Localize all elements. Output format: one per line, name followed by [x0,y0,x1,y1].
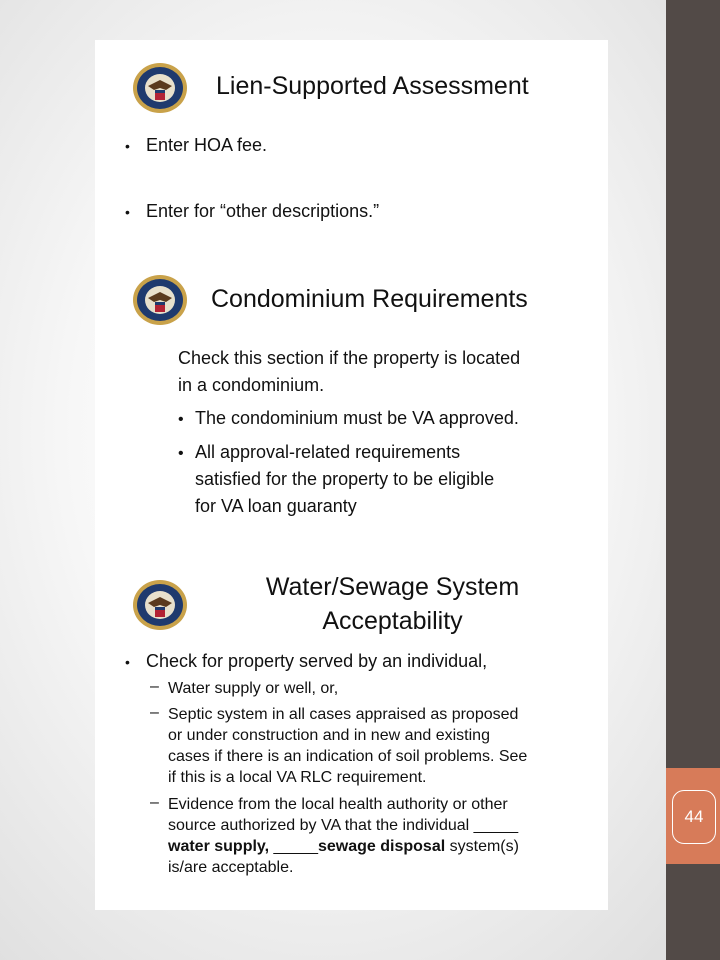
dash-icon: – [150,678,159,695]
water-dash1: Water supply or well, or, [168,680,339,697]
bullet-text: Enter HOA fee. [146,135,268,155]
system-text: system(s) [445,838,519,855]
condo-intro-line2: in a condominium. [178,375,325,395]
water-dash2-line2: or under construction and in new and existing [168,727,490,744]
section-title-condo: Condominium Requirements [211,285,528,313]
bold-sewage-disposal: sewage disposal [318,838,446,855]
dash-icon: – [150,794,159,811]
water-dash2-line3: cases if there is an indication of soil problems. See [168,748,528,765]
water-dash2-line1: Septic system in all cases appraised as proposed [168,706,519,723]
dash-icon: – [150,704,159,721]
condo-bullet2-line2: satisfied for the property to be eligible [195,469,495,489]
water-dash3-line2: source authorized by VA that the individual _____ [168,817,519,834]
section-title-lien: Lien-Supported Assessment [216,72,529,100]
va-seal-icon [132,274,188,326]
section-title-water [235,570,550,638]
bullet-icon: • [125,204,130,220]
bold-water-supply: water supply, [168,838,270,855]
bullet-icon: • [178,445,184,462]
bullet-icon: • [178,411,184,428]
water-dash3-line1: Evidence from the local health authority or other [168,796,508,813]
page-number: 44 [672,790,716,844]
condo-bullet1: The condominium must be VA approved. [195,408,519,428]
water-bullet: Check for property served by an individual, [146,651,488,671]
bullet-text: Enter for “other descriptions.” [146,201,380,221]
condo-bullet2-line3: for VA loan guaranty [195,496,357,516]
va-seal-icon [132,579,188,631]
section-title-water-line2: Acceptability [322,607,463,635]
bullet-icon: • [125,654,130,670]
section-title-water-line1: Water/Sewage System [265,573,520,601]
condo-bullet2-line1: All approval-related requirements [195,442,461,462]
slide-content-card [95,40,608,910]
condo-intro-line1: Check this section if the property is located [178,348,521,368]
water-dash3-line4: is/are acceptable. [168,859,294,876]
blank-line: _____ [269,838,318,855]
water-dash2-line4: if this is a local VA RLC requirement. [168,769,427,786]
va-seal-icon [132,62,188,114]
bullet-icon: • [125,138,130,154]
water-dash3-line3 [168,836,519,857]
